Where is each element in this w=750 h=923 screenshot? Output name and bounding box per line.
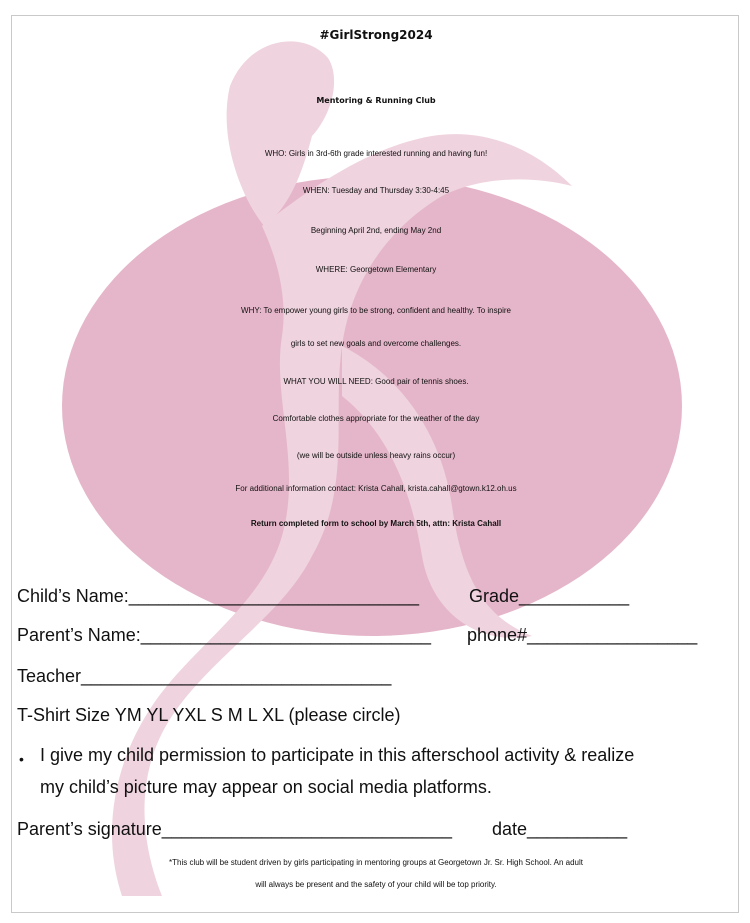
flyer-title: #GirlStrong2024 bbox=[319, 28, 433, 42]
signature-field: Parent’s signature_____________________________ bbox=[17, 819, 453, 839]
clothes-line: Comfortable clothes appropriate for the weather of the day bbox=[272, 414, 480, 423]
why-line-2: girls to set new goals and overcome challenges. bbox=[290, 339, 462, 348]
flyer-page bbox=[11, 15, 739, 913]
outside-note: (we will be outside unless heavy rains occur) bbox=[296, 451, 456, 460]
permission-line-1: I give my child permission to participate in this afterschool activity & realize bbox=[40, 745, 635, 765]
dates-line: Beginning April 2nd, ending May 2nd bbox=[310, 226, 442, 235]
when-line: WHEN: Tuesday and Thursday 3:30-4:45 bbox=[302, 186, 450, 195]
child-name-field: Child’s Name:_____________________________ bbox=[17, 586, 420, 606]
parent-name-field: Parent’s Name:_____________________________ bbox=[17, 625, 432, 645]
tshirt-size-options: T-Shirt Size YM YL YXL S M L XL (please circle) bbox=[17, 705, 401, 725]
permission-bullet: • bbox=[19, 751, 24, 767]
date-field: date__________ bbox=[492, 819, 628, 839]
footer-note-1: *This club will be student driven by girls participating in mentoring groups at Georgetown Jr. Sr. High School. An adult bbox=[169, 858, 583, 867]
where-line: WHERE: Georgetown Elementary bbox=[315, 265, 437, 274]
flyer-subtitle: Mentoring & Running Club bbox=[316, 96, 436, 105]
footer-note-2: will always be present and the safety of your child will be top priority. bbox=[255, 880, 497, 889]
phone-field: phone#_________________ bbox=[467, 625, 698, 645]
need-line: WHAT YOU WILL NEED: Good pair of tennis shoes. bbox=[283, 377, 469, 386]
who-line: WHO: Girls in 3rd-6th grade interested running and having fun! bbox=[264, 149, 488, 158]
permission-line-2: my child’s picture may appear on social media platforms. bbox=[40, 777, 492, 797]
why-line-1: WHY: To empower young girls to be strong, confident and healthy. To inspire bbox=[241, 306, 511, 315]
grade-field: Grade___________ bbox=[469, 586, 630, 606]
teacher-field: Teacher_______________________________ bbox=[17, 666, 392, 686]
return-deadline: Return completed form to school by March 5th, attn: Krista Cahall bbox=[250, 519, 502, 528]
contact-line: For additional information contact: Krista Cahall, krista.cahall@gtown.k12.oh.us bbox=[235, 484, 517, 493]
